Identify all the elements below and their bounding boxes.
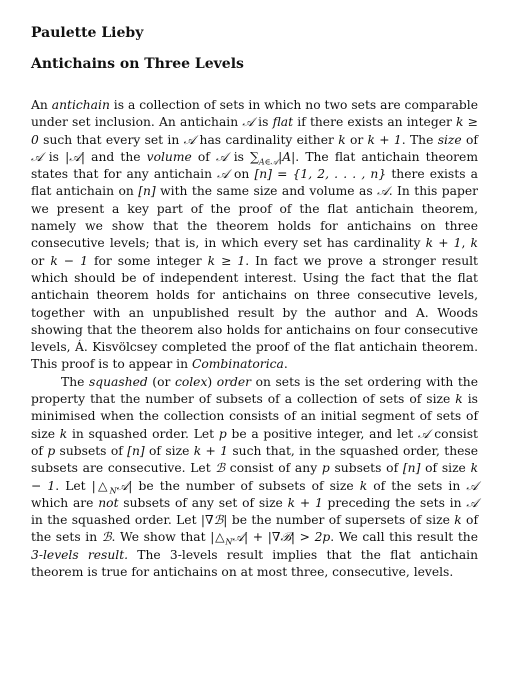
- text-run: 3-levels result.: [31, 547, 129, 562]
- text-run: |𝒜|: [65, 149, 86, 164]
- text-run: [n]: [127, 443, 145, 458]
- author-name: Paulette Lieby: [31, 25, 144, 41]
- text-run: . We call this result the: [330, 530, 478, 545]
- text-run: . The: [401, 132, 438, 147]
- text-run: ℬ: [215, 461, 226, 476]
- text-run: 𝒜: [466, 478, 478, 493]
- text-run: be the number of supersets of size: [227, 513, 455, 528]
- text-run: and the: [85, 149, 147, 164]
- text-run: |A|: [278, 149, 296, 164]
- text-run: [n] = {1, 2, . . . , n}: [254, 167, 387, 182]
- text-run: of size: [420, 461, 471, 476]
- text-run: of the sets in: [367, 478, 467, 493]
- text-run: |∇ℬ|: [200, 513, 228, 528]
- text-run: be the number of subsets of size: [132, 478, 360, 493]
- text-run: of: [191, 149, 216, 164]
- text-run: subsets of any set of size: [118, 495, 288, 510]
- text-run: on: [228, 167, 255, 182]
- text-run: order: [216, 374, 252, 389]
- text-run: in the squashed order. Let: [31, 513, 201, 528]
- text-run: of: [461, 132, 478, 147]
- text-run: ,: [461, 236, 471, 251]
- paper-title: Antichains on Three Levels: [31, 56, 244, 72]
- text-run: squashed: [88, 374, 148, 389]
- text-run: subsets of: [329, 461, 403, 476]
- text-run: consist of any: [225, 461, 322, 476]
- text-run: size: [437, 132, 462, 147]
- text-run: N: [225, 537, 233, 547]
- text-run: consist of: [31, 426, 478, 458]
- text-run: in squashed order. Let: [67, 426, 219, 441]
- text-run: k: [359, 478, 368, 493]
- text-run: such that, in the squashed order, these subsets are consecutive. Let: [31, 443, 478, 476]
- text-run: such that every set in: [38, 132, 184, 147]
- text-run: is: [253, 115, 273, 130]
- text-run: colex: [174, 374, 208, 389]
- text-run: not: [98, 495, 119, 510]
- text-run: k − 1: [50, 253, 88, 268]
- text-run: k: [59, 426, 68, 441]
- text-run: . In this paper we present a key part of the proof of the flat antichain theorem, namely we show that the theorem holds for antichains on three consecutive levels; that is, in which every set has cardinality: [31, 184, 479, 251]
- text-run: there exists a flat antichain on: [31, 167, 478, 199]
- text-run: 𝒜: [466, 495, 478, 510]
- text-run: .: [283, 357, 288, 372]
- text-run: 𝒜: [417, 426, 430, 441]
- text-run: k − 1: [31, 461, 479, 493]
- text-run: k: [338, 132, 346, 147]
- text-run: p: [218, 426, 227, 441]
- text-run: k + 1: [287, 495, 323, 510]
- text-run: 𝒜: [217, 167, 229, 182]
- text-run: Combinatorica: [191, 357, 284, 372]
- text-run: [n]: [138, 184, 156, 199]
- text-run: . Let: [55, 478, 92, 493]
- text-run: be a positive integer, and let: [226, 426, 418, 441]
- text-run: ∑: [250, 149, 259, 164]
- text-run: . We show that: [111, 530, 211, 545]
- text-run: The 3-levels result implies that the flat antichain theorem is true for antichains on at most three, consecutive, levels.: [31, 547, 479, 580]
- text-run: k: [470, 236, 478, 251]
- text-run: . The flat antichain theorem states that for any antichain: [31, 149, 478, 182]
- text-run: antichain: [51, 98, 110, 112]
- text-run: . In fact we prove a stronger result which should be of independent interest. Using the fact that the flat antichain theorem holds for antichains on three consecutive levels, together with an unpublished result by the author and A. Woods showing that the theorem also holds for antichains on four consecutive levels, Á. Kisvölcsey completed the proof of the flat antichain theorem. This proof is to appear in: [31, 253, 478, 372]
- text-run: for some integer: [87, 253, 208, 268]
- text-run: A∈𝒜: [258, 157, 279, 167]
- text-run: 𝒜| + |∇ℬ| > 2p: [232, 530, 331, 545]
- text-run: [n]: [402, 461, 421, 476]
- text-run: has cardinality either: [195, 132, 339, 147]
- text-run: is: [227, 149, 251, 164]
- paper-page: [31, 24, 478, 581]
- text-run: on sets is the set ordering with the property that the number of subsets of a collection of sets of size: [31, 374, 479, 407]
- text-run: if there exists an integer: [293, 115, 457, 130]
- text-run: k + 1: [425, 236, 462, 251]
- text-run: ℬ: [101, 530, 112, 545]
- text-run: is: [42, 149, 66, 164]
- text-run: p: [321, 461, 330, 476]
- text-run: 𝒜: [31, 149, 43, 164]
- text-run: The: [61, 374, 89, 389]
- text-run: 𝒜|: [116, 478, 133, 493]
- abstract-paragraph-1: [31, 97, 478, 374]
- text-run: flat: [272, 115, 294, 130]
- text-run: k: [454, 513, 462, 528]
- text-run: 𝒜: [377, 184, 389, 199]
- text-run: or: [345, 132, 368, 147]
- text-run: of size: [144, 443, 194, 458]
- abstract-paragraph-2: [31, 374, 478, 582]
- text-run: 𝒜: [215, 149, 228, 164]
- text-run: ): [207, 374, 217, 389]
- text-run: N: [109, 485, 117, 495]
- text-run: 𝒜: [183, 132, 196, 147]
- text-run: 𝒜: [242, 115, 254, 130]
- text-run: is a collection of sets in which no two sets are comparable under set inclusion. An antichain: [31, 98, 479, 130]
- text-run: |△: [210, 530, 226, 545]
- text-run: k + 1: [367, 132, 402, 147]
- text-run: which are: [31, 495, 99, 510]
- text-run: subsets of: [55, 443, 128, 458]
- text-run: of the sets in: [31, 513, 478, 545]
- abstract: [31, 97, 478, 581]
- text-run: k: [455, 392, 463, 407]
- text-run: (or: [147, 374, 175, 389]
- text-run: preceding the sets in: [322, 495, 467, 510]
- text-run: |△: [91, 478, 110, 493]
- text-run: is minimised when the collection consists of an initial segment of sets of size: [31, 392, 478, 441]
- text-run: k ≥ 1: [207, 253, 246, 268]
- text-run: k ≥ 0: [31, 115, 478, 147]
- text-run: with the same size and volume as: [155, 184, 378, 199]
- text-run: p: [47, 443, 56, 458]
- text-run: k + 1: [193, 443, 228, 458]
- text-run: An: [31, 98, 52, 112]
- text-run: volume: [146, 149, 192, 164]
- text-run: or: [31, 253, 51, 268]
